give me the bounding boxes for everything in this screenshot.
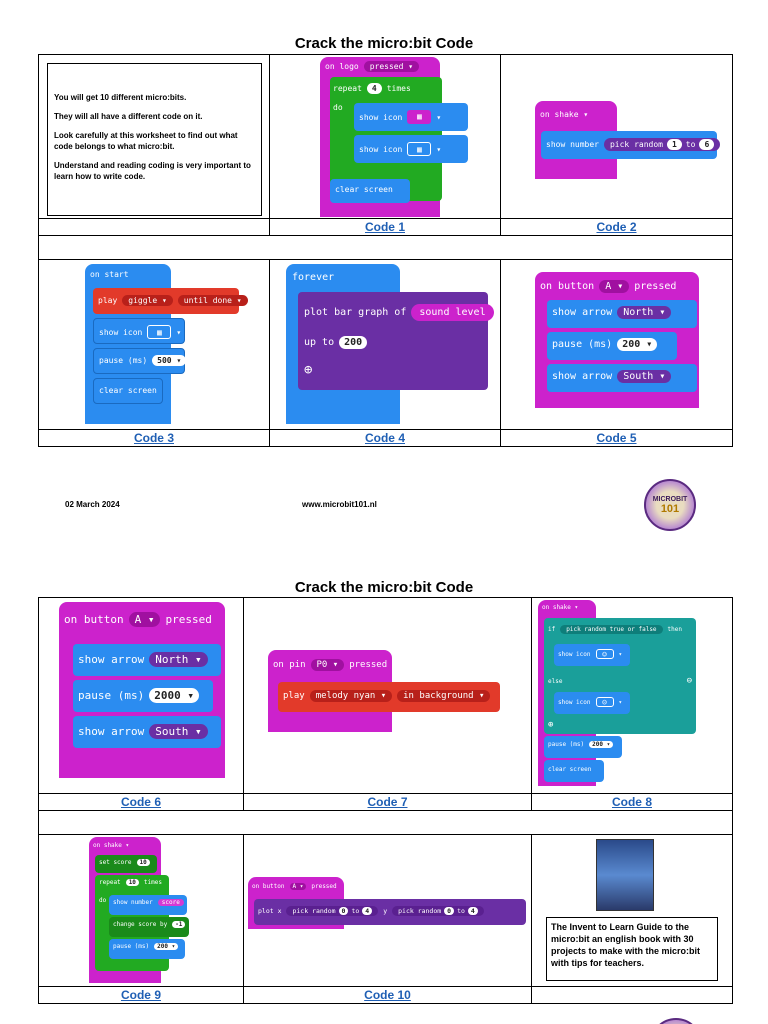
show-arrow-label: show arrow (78, 653, 145, 666)
logo-number: 101 (660, 502, 680, 515)
spacer-row (39, 236, 733, 260)
code8-cell (532, 598, 733, 794)
code7-play-block (278, 682, 500, 712)
arrow-direction: South ▾ (617, 370, 671, 383)
button-select: A ▾ (290, 883, 307, 890)
else-label: else (548, 677, 563, 685)
chevron-down-icon: ▾ (436, 112, 442, 122)
pause-label: pause (ms) (99, 356, 148, 365)
x-from: 0 (339, 907, 349, 915)
repeat-count: 10 (126, 879, 139, 886)
pick-random-label: pick random (398, 907, 442, 915)
code-table-2 (38, 597, 733, 1004)
set-value: 10 (137, 859, 150, 866)
clear-label: clear screen (548, 766, 592, 773)
show-icon-label: show icon (558, 650, 591, 658)
heart-icon: ▦ (407, 110, 431, 124)
chevron-down-icon: ▾ (436, 144, 442, 154)
code-table-1 (38, 54, 733, 447)
pause-value: 200 ▾ (617, 338, 657, 351)
pin-select: P0 ▾ (311, 659, 345, 671)
pressed-label: pressed (311, 883, 337, 890)
melody-select: melody nyan ▾ (310, 690, 392, 702)
guide-cell (532, 835, 733, 987)
times-label: times (386, 84, 411, 93)
book-cover-image (596, 839, 654, 911)
set-score-label: set score (99, 859, 132, 866)
show-icon-label: show icon (359, 144, 403, 154)
code-label: Code 10 (244, 987, 532, 1004)
code4-plot-block (298, 292, 488, 390)
y-label: y (383, 907, 388, 915)
spacer-row (39, 811, 733, 835)
code3-clear-block (93, 378, 163, 404)
upto-label: up to (304, 337, 335, 348)
repeat-count: 4 (367, 83, 382, 94)
code-label: Code 4 (270, 430, 501, 447)
pause-label: pause (ms) (548, 741, 585, 748)
event-label: on shake ▾ (93, 842, 130, 849)
plot-label: plot bar graph of (304, 307, 407, 318)
plot-label: plot x (258, 907, 282, 915)
then-label: then (667, 626, 682, 633)
pick-random-label: pick random (292, 907, 336, 915)
show-number-label: show number (546, 140, 599, 149)
code-label: Code 7 (244, 794, 532, 811)
code10-plot-block (254, 899, 526, 925)
pick-random-block (604, 138, 720, 151)
pause-label: pause (ms) (78, 689, 145, 702)
intro-cell (39, 55, 270, 219)
pick-random-x (286, 906, 378, 916)
intro-box (47, 63, 262, 216)
background-select: in background ▾ (397, 690, 490, 702)
event-arg: pressed ▾ (364, 61, 419, 72)
plus-icon[interactable]: ⊕ (548, 720, 554, 730)
happy-face-icon: ☺ (596, 649, 614, 659)
code9-cell (39, 835, 244, 987)
code3-cell (39, 260, 270, 430)
code3-pause-block (93, 348, 185, 374)
upto-value: 200 (339, 336, 367, 349)
pressed-label: pressed (165, 613, 212, 626)
event-label: on start (90, 270, 129, 279)
code5-pause-block (547, 332, 677, 360)
event-label: on button (64, 613, 124, 626)
intro-line: They will all have a different code on it. (54, 112, 203, 121)
arrow-direction: North ▾ (617, 306, 671, 319)
do-label: do (99, 897, 107, 904)
code8-clear-block (544, 760, 604, 782)
play-label: play (98, 296, 118, 305)
event-label: on logo (325, 62, 359, 71)
code2-show-number-block (541, 131, 717, 159)
heart-icon: ▦ (147, 325, 171, 339)
code4-cell (270, 260, 501, 430)
button-select: A ▾ (129, 612, 161, 627)
event-label: on pin (273, 660, 306, 670)
show-icon-label: show icon (99, 327, 143, 337)
logo-text: MICROBIT (652, 495, 688, 503)
pause-value: 200 ▾ (589, 741, 613, 748)
code6-cell (39, 598, 244, 794)
event-label: on button (540, 281, 595, 292)
intro-line: Look carefully at this worksheet to find out what code belongs to what micro:bit. (54, 131, 238, 151)
pause-value: 500 ▾ (152, 355, 186, 366)
code-label: Code 9 (39, 987, 244, 1004)
code9-pause-block (109, 939, 185, 959)
code1-show-icon-block (354, 103, 468, 131)
play-label: play (283, 691, 305, 701)
page-title: Crack the micro:bit Code (294, 35, 474, 52)
clear-label: clear screen (99, 386, 157, 395)
code2-cell (501, 55, 733, 219)
code5-arrow-block (547, 364, 697, 392)
code8-if-block (544, 618, 696, 734)
random-from: 1 (667, 139, 682, 150)
show-icon-label: show icon (359, 112, 403, 122)
page-title: Crack the micro:bit Code (294, 579, 474, 596)
show-arrow-label: show arrow (78, 725, 145, 738)
to-label: to (457, 907, 465, 915)
show-arrow-label: show arrow (552, 371, 613, 382)
code7-cell (244, 598, 532, 794)
intro-line: Understand and reading coding is very important to learn how to write code. (54, 161, 251, 181)
repeat-label: repeat (333, 84, 362, 93)
code8-show-icon-block (554, 644, 630, 666)
code6-arrow-block (73, 716, 221, 748)
small-heart-icon: ▦ (407, 142, 431, 156)
code-label: Code 5 (501, 430, 733, 447)
code9-show-number-block (109, 895, 187, 915)
change-value: -1 (172, 921, 185, 928)
code1-cell (270, 55, 501, 219)
do-label: do (333, 103, 343, 112)
microbit101-logo (644, 479, 696, 531)
guide-description: The Invent to Learn Guide to the micro:bit an english book with 30 projects to make with the micro:bit with tips for teachers. (546, 917, 718, 981)
code6-pause-block (73, 680, 213, 712)
chevron-down-icon: ▾ (618, 650, 623, 658)
code3-show-icon-block (93, 318, 185, 344)
clear-label: clear screen (335, 185, 393, 194)
event-label: on shake ▾ (540, 110, 589, 119)
show-icon-label: show icon (558, 698, 591, 706)
to-label: to (351, 907, 360, 915)
pause-value: 2000 ▾ (149, 688, 199, 703)
footer-url[interactable]: www.microbit101.nl (302, 500, 377, 509)
forever-label: forever (292, 272, 335, 283)
arrow-direction: South ▾ (149, 724, 207, 739)
code1-clear-block (330, 179, 410, 203)
pressed-label: pressed (349, 660, 388, 670)
show-number-label: show number (113, 899, 153, 906)
footer-date: 02 March 2024 (65, 500, 120, 509)
code-label: Code 8 (532, 794, 733, 811)
condition: pick random true or false (560, 625, 662, 634)
times-label: times (143, 879, 162, 886)
arrow-direction: North ▾ (149, 652, 207, 667)
pause-value: 200 ▾ (154, 943, 178, 950)
pause-label: pause (ms) (113, 943, 150, 950)
score-variable: score (158, 899, 184, 906)
sound-level: sound level (411, 304, 493, 321)
code-label: Code 3 (39, 430, 270, 447)
show-arrow-label: show arrow (552, 307, 613, 318)
to-label: to (685, 140, 696, 149)
code6-arrow-block (73, 644, 221, 676)
code8-pause-block (544, 736, 622, 758)
chevron-down-icon: ▾ (618, 698, 623, 706)
sad-face-icon: ☹ (596, 697, 614, 707)
event-label: on shake ▾ (542, 604, 579, 611)
pick-random-y (392, 906, 484, 916)
random-to: 6 (699, 139, 714, 150)
until-done: until done ▾ (178, 295, 248, 306)
code-label: Code 6 (39, 794, 244, 811)
code1-show-icon-block (354, 135, 468, 163)
code10-cell (244, 835, 532, 987)
microbit101-logo (650, 1018, 702, 1024)
change-label: change score by (113, 921, 168, 928)
code5-arrow-block (547, 300, 697, 328)
code-label: Code 2 (501, 219, 733, 236)
x-to: 4 (362, 907, 372, 915)
code8-show-icon-block (554, 692, 630, 714)
chevron-down-icon: ▾ (176, 327, 182, 337)
code-label: Code 1 (270, 219, 501, 236)
plus-icon[interactable]: ⊕ (304, 362, 313, 378)
pressed-label: pressed (634, 281, 677, 292)
button-select: A ▾ (599, 280, 629, 293)
if-label: if (548, 626, 556, 633)
repeat-label: repeat (99, 879, 121, 886)
event-label: on button (252, 883, 285, 890)
pause-label: pause (ms) (552, 339, 613, 350)
y-from: 0 (444, 907, 454, 915)
y-to: 4 (468, 907, 478, 915)
code9-change-block (109, 917, 189, 937)
intro-line: You will get 10 different micro:bits. (54, 93, 187, 102)
code5-cell (501, 260, 733, 430)
code3-play-block (93, 288, 242, 314)
sound-name: giggle ▾ (122, 295, 173, 306)
minus-icon[interactable]: ⊖ (686, 676, 692, 686)
pick-random-label: pick random (609, 140, 663, 149)
code9-set-block (95, 855, 157, 873)
